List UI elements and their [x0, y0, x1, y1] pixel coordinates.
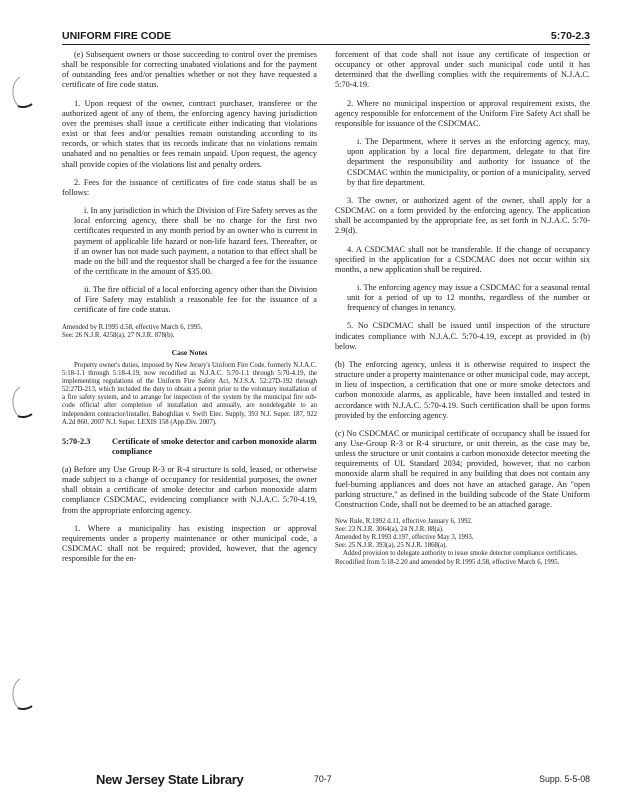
amendment-line: See: 26 N.J.R. 4258(a), 27 N.J.R. 878(b). — [62, 331, 175, 339]
paragraph-b: (b) The enforcing agency, unless it is otherwise required to inspect the structure under a property maintenance or other municipal code, may accept, in lieu of inspection, a certification that one or more smoke detectors and carbon monoxide alarms, as applicable, have been installed and tested in accordance with N.J.A.C. 5:70-4.19. Such certification shall be upon forms provided by the enforcing agency. — [335, 359, 590, 420]
paragraph-2-ii: ii. The fire official of a local enforcing agency other than the Division of Fire Safety may establish a reasonable fee for the issuance of a certificate of fire code status. — [74, 285, 317, 315]
page-footer — [62, 774, 590, 788]
case-note-text: Property owner's duties, imposed by New Jersey's Uniform Fire Code, formerly N.J.A.C. 5:18-1.1 through 5:18-4.19, now recodified as N.J.A.C. 5:70-1.1 through 5:70-4.19, the implementing regulations of the Uniform Fire Safety Act, N.J.S.A. 52:27D-192 through 52:27D-213, which included the duty to obtain a permit prior to the voluntary installation of a fire safety system, and to arrange for inspection of the system by the municipal fire sub-code official after completion of installation and annually, are nondelegable to an independent contractor/installer. Baboghlian v. Swift Elec. Supply, 393 N.J. Super. 187, 922 A.2d 860, 2007 N.J. Super. LEXIS 158 (App.Div. 2007). — [62, 361, 317, 426]
paragraph-4-i: i. The enforcing agency may issue a CSDCMAC for a seasonal rental unit for a period of up to 12 months, regardless of the number or frequency of changes in tenancy. — [347, 282, 590, 313]
paragraph-e: (e) Subsequent owners or those succeeding to control over the premises shall be responsible for correcting unabated violations and for the payment of outstanding fees and/or penalties whether or not they have requested a certificate of fire code status. — [62, 50, 317, 90]
paragraph-2: 2. Where no municipal inspection or approval requirement exists, the agency responsible for enforcement of the Uniform Fire Safety Act shall be responsible for issuance of the CSDCMAC. — [335, 98, 590, 128]
paragraph-5: 5. No CSDCMAC shall be issued until inspection of the structure indicates compliance with N.J.A.C. 5:70-4.19, except as provided in (b) below. — [335, 321, 590, 351]
paragraph-2-i: i. The Department, where it serves as the enforcing agency, may, upon application by a local fire department, delegate to that fire department the responsibility and authority for issuance of the CSDCMAC within the municipality, or portion of a municipality, served by that fire department. — [347, 137, 590, 187]
punch-hole-mark — [6, 74, 36, 110]
section-heading — [62, 437, 317, 457]
paragraph-2-i: i. In any jurisdiction in which the Division of Fire Safety serves as the local enforcing agency, there shall be no charge for the first two certificates requested in any month period by an owner who is current in payment of applicable life hazard or non-life hazard fees. Thereafter, or if an owner has not made such payment, a notation to that effect shall be made on the bill and the requestor shall be charged a fee for the issuance of the certificate in the amount of $35.00. — [74, 206, 317, 276]
section-title: Certificate of smoke detector and carbon monoxide alarm compliance — [112, 436, 317, 456]
paragraph-4: 4. A CSDCMAC shall not be transferable. If the change of occupancy specified in the application for a CSDCMAC does not occur within six months, a new application shall be required. — [335, 244, 590, 274]
amendment-line: Amended by R.1995 d.58, effective March 6, 1995. — [62, 323, 203, 331]
paragraph-a: (a) Before any Use Group R-3 or R-4 structure is sold, leased, or otherwise made subject to a change of occupancy for residential purposes, the owner shall obtain a certificate of smoke detector and carbon monoxide alarm compliance CSDCMAC, evidencing compliance with N.J.A.C. 5:70-4.19, from the appropriate enforcing agency. — [62, 465, 317, 515]
punch-hole-mark — [6, 384, 36, 420]
left-column — [62, 50, 317, 572]
paragraph-3: 3. The owner, or authorized agent of the owner, shall apply for a CSDCMAC on a form provided by the enforcing agency. The application shall be accompanied by the appropriate fee, as set forth in N.J.A.C. 5:70-2.9(d). — [335, 195, 590, 236]
page-header — [62, 24, 590, 45]
header-title: UNIFORM FIRE CODE — [62, 30, 172, 42]
paragraph-continued: forcement of that code shall not issue any certificate of inspection or occupancy or other approval under such municipal code until it has determined that the dwelling complies with the requirements of N.J.A.C. 5:70-4.19. — [335, 50, 590, 90]
history-line: Amended by R.1993 d.197, effective May 3, 1993. — [335, 534, 474, 542]
history-line: See: 23 N.J.R. 3064(a), 24 N.J.R. 88(a). — [335, 526, 444, 534]
paragraph-2: 2. Fees for the issuance of certificates of fire code status shall be as follows: — [62, 177, 317, 197]
punch-hole-mark — [6, 676, 36, 712]
page-number: 70-7 — [314, 774, 332, 784]
history-line: See: 25 N.J.R. 393(a), 25 N.J.R. 1868(a). — [335, 542, 448, 550]
history-notes — [335, 518, 590, 567]
history-line: Recodified from 5:18-2.20 and amended by R.1995 d.58, effective March 6, 1995. — [335, 558, 560, 566]
paragraph-1: 1. Upon request of the owner, contract purchaser, transferee or the authorized agent of any of them, the enforcing agency having jurisdiction over the premises shall issue a certificate either indicating that violations exist or that fees and/or penalties remain outstanding according to its records, or which states that its records indicate that no violations remain unabated and no penalties or fees remain unpaid. Upon request, the agency shall provide copies of the violations list and penalty orders. — [62, 98, 317, 169]
case-notes — [62, 362, 317, 427]
history-line: Added provision to delegate authority to issue smoke detector compliance certificates. — [343, 550, 578, 558]
supplement-date: Supp. 5-5-08 — [539, 774, 590, 784]
paragraph-c: (c) No CSDCMAC or municipal certificate of occupancy shall be issued for any Use-Group R-3 or R-4 structure, or unit therein, as the case may be, unless the structure or unit contains a carbon monoxide detector meeting the requirements of UL Standard 2034; provided, however, that no carbon monoxide alarm shall be required in any building that does not contain any fuel-burning appliances and does not have an attached garage. An "open parking structure," as defined in the building subcode of the State Uniform Construction Code, shall not be deemed to be an attached garage. — [335, 428, 590, 509]
amendment-note — [62, 324, 317, 340]
history-line: New Rule, R.1992 d.11, effective January 6, 1992. — [335, 518, 473, 526]
section-number: 5:70-2.3 — [62, 436, 91, 446]
paragraph-a-1: 1. Where a municipality has existing inspection or approval requirements under a property maintenance or other municipal code, a CSDCMAC shall not be required; provided, however, that the agency responsible for the en- — [62, 523, 317, 564]
library-stamp: New Jersey State Library — [96, 772, 244, 787]
right-column — [335, 50, 590, 567]
header-section: 5:70-2.3 — [550, 30, 590, 42]
case-notes-title: Case Notes — [171, 347, 208, 357]
